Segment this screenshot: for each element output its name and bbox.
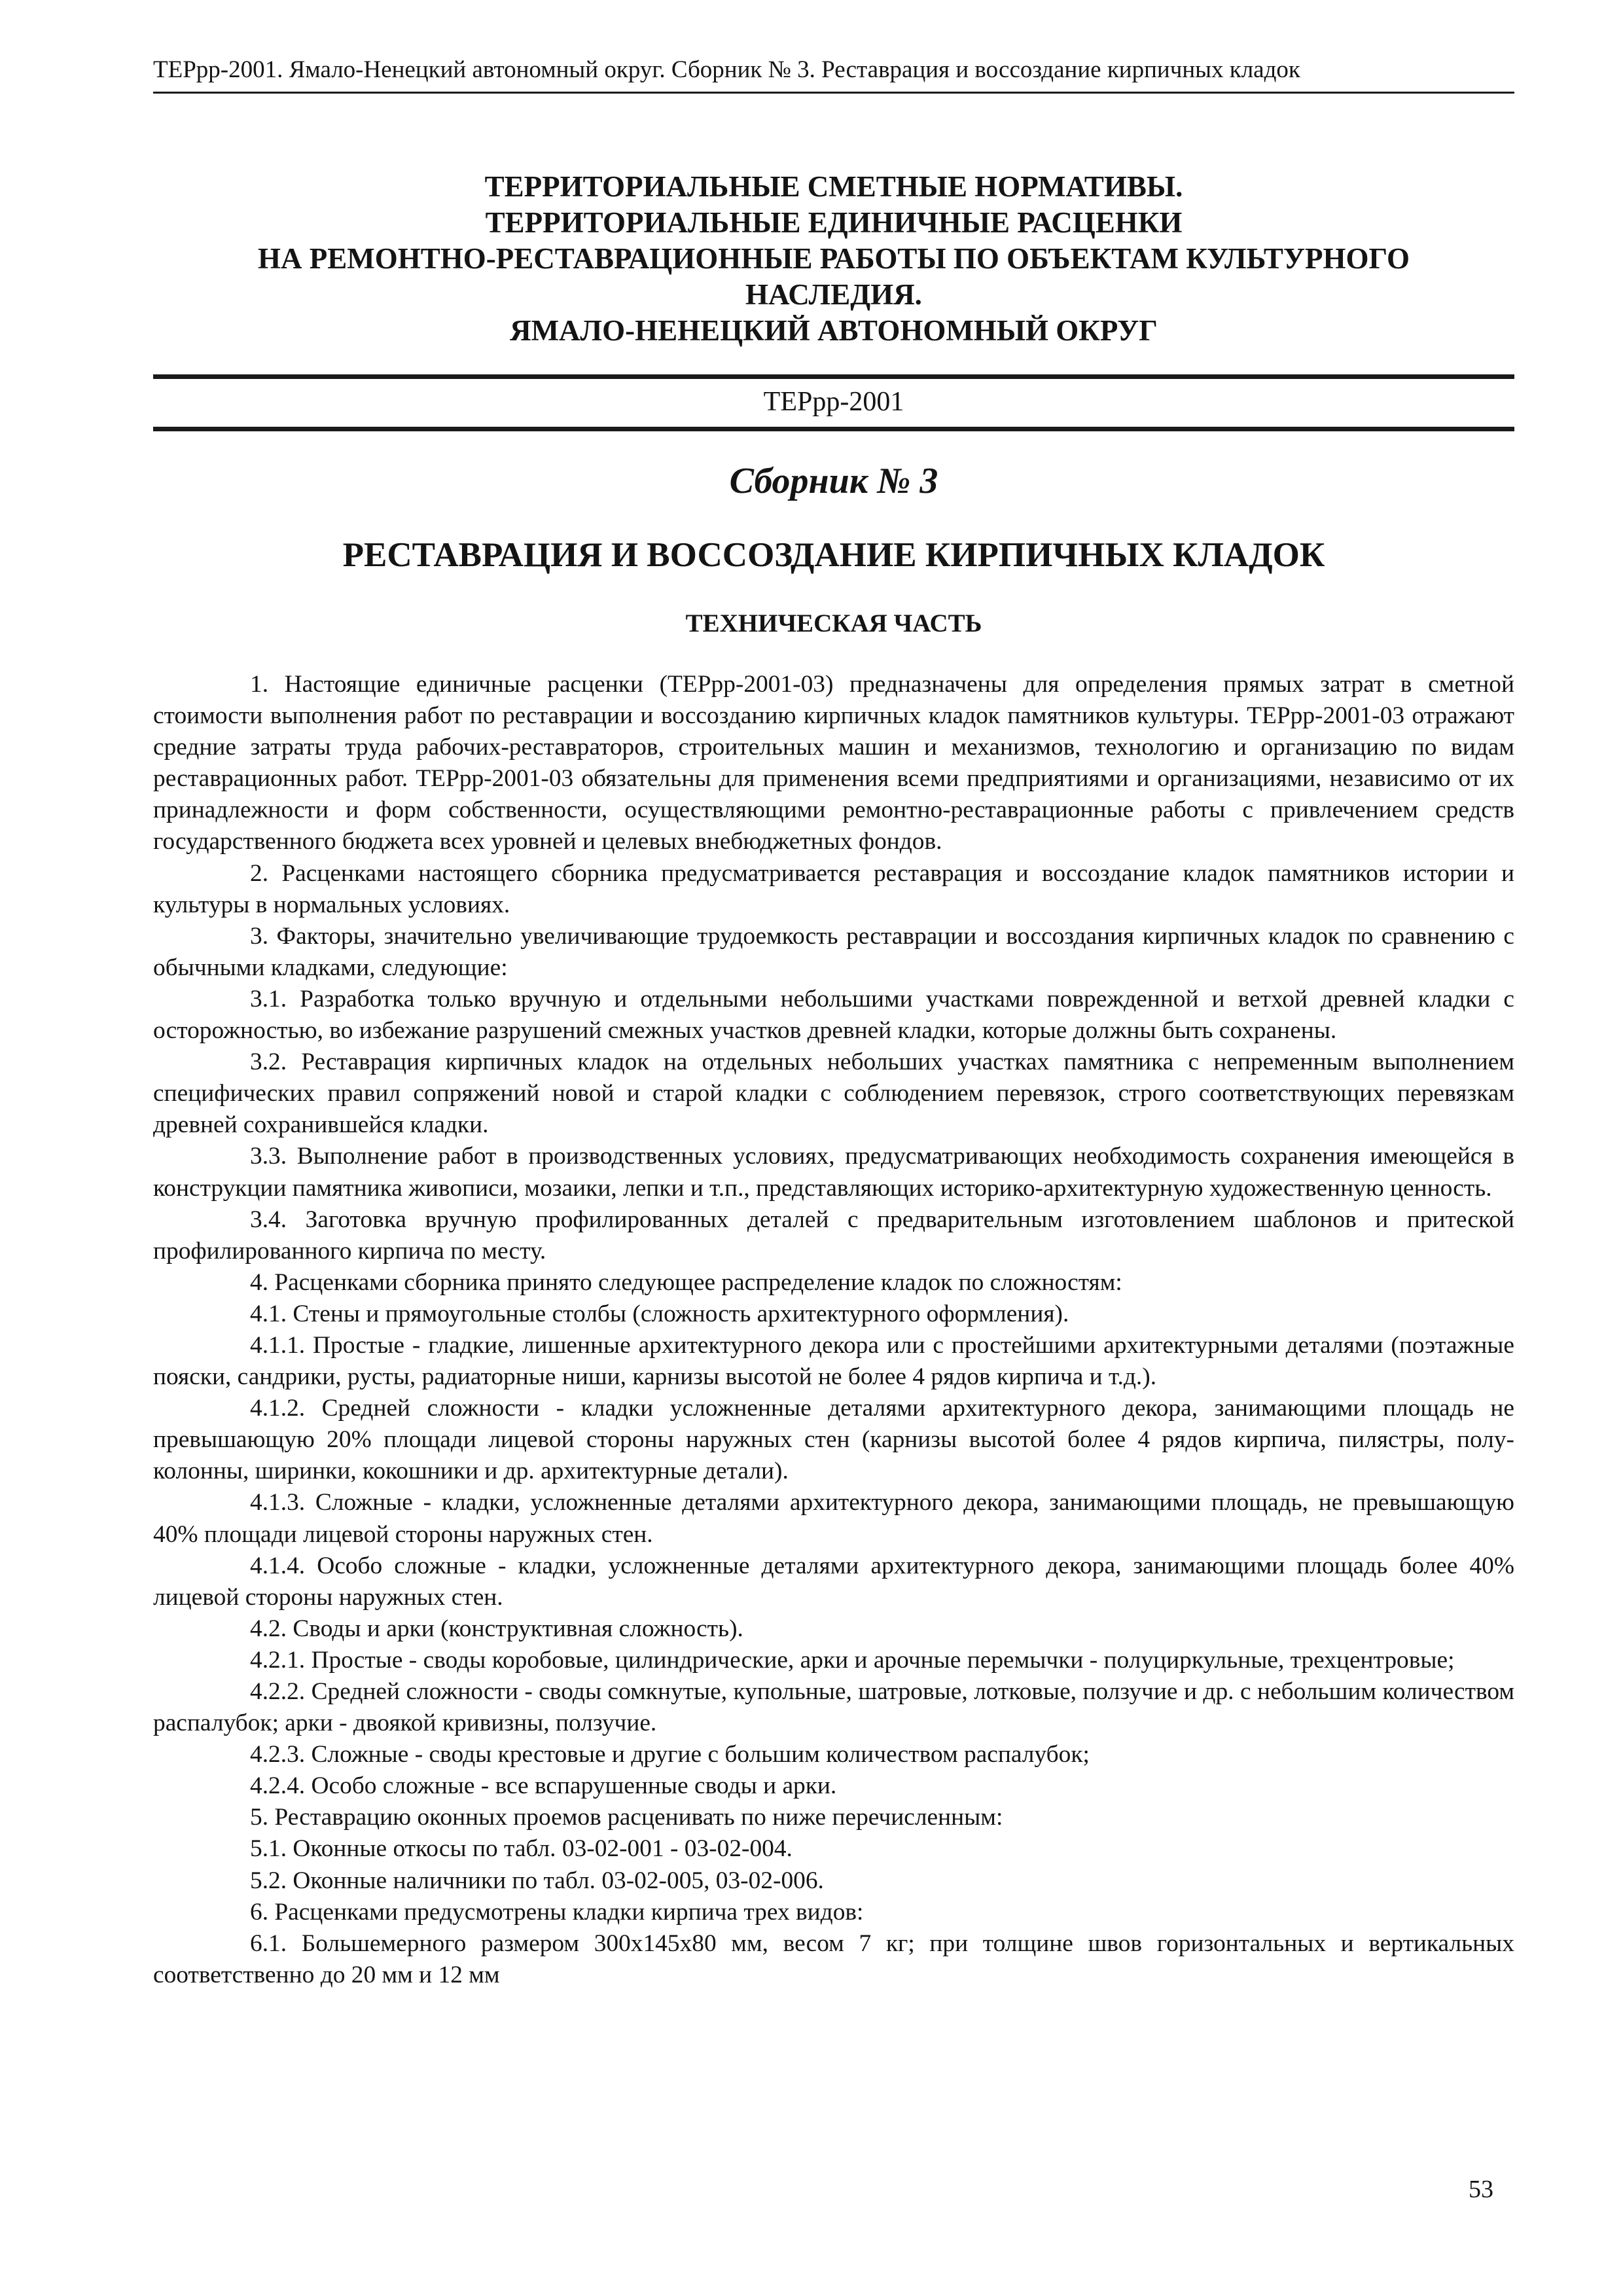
paragraph: 4.1.2. Средней сложности - кладки усложненные деталями архитектурного декора, занимающими площадь не превышающую 20% площади лицевой стороны наружных стен (карнизы высотой более 4 рядов кирпича, пилястры, полу-колонны, ширинки, кокошники и др. архитектурные детали). (153, 1395, 1514, 1485)
title-line: ЯМАЛО-НЕНЕЦКИЙ АВТОНОМНЫЙ ОКРУГ (510, 314, 1158, 347)
paragraph: 4.1. Стены и прямоугольные столбы (сложность архитектурного оформления). (250, 1300, 1069, 1327)
paragraph: 3.4. Заготовка вручную профилированных деталей с предварительным изготовлением шаблонов и притеской профилированного кирпича по месту. (153, 1206, 1514, 1265)
paragraph: 5.2. Оконные наличники по табл. 03-02-005, 03-02-006. (250, 1867, 824, 1894)
paragraph: 3.2. Реставрация кирпичных кладок на отдельных небольших участках памятника с непременным выполнением специфических правил сопряжений новой и старой кладки с соблюдением перевязок, строго соответствующих перевязкам древней сохранившейся кладки. (153, 1049, 1514, 1139)
rule-top (153, 374, 1514, 379)
paragraph: 2. Расценками настоящего сборника предусматривается реставрация и воссоздание кладок памятников истории и культуры в нормальных условиях. (153, 859, 1514, 918)
document-code: ТЕРрр-2001 (763, 387, 904, 417)
paragraph: 4. Расценками сборника принято следующее распределение кладок по сложностям: (250, 1268, 1122, 1296)
paragraph: 3. Факторы, значительно увеличивающие трудоемкость реставрации и воссоздания кирпичных кладок по сравнению с обычными кладками, следующие: (153, 922, 1514, 981)
title-line: ТЕРРИТОРИАЛЬНЫЕ СМЕТНЫЕ НОРМАТИВЫ. (484, 170, 1183, 203)
paragraph: 6.1. Большемерного размером 300х145х80 мм, весом 7 кг; при толщине швов горизонтальных и вертикальных соответственно до 20 мм и 12 мм (153, 1929, 1514, 1988)
title-line: НАСЛЕДИЯ. (745, 278, 922, 311)
title-line: НА РЕМОНТНО-РЕСТАВРАЦИОННЫЕ РАБОТЫ ПО ОБЪЕКТАМ КУЛЬТУРНОГО (258, 242, 1410, 275)
subsection-title: ТЕХНИЧЕСКАЯ ЧАСТЬ (685, 609, 982, 637)
section-title: РЕСТАВРАЦИЯ И ВОССОЗДАНИЕ КИРПИЧНЫХ КЛАДОК (342, 536, 1325, 574)
paragraph: 5. Реставрацию оконных проемов расценивать по ниже перечисленным: (250, 1804, 1003, 1831)
paragraph: 4.2.1. Простые - своды коробовые, цилиндрические, арки и арочные перемычки - полуциркульные, трехцентровые; (250, 1646, 1455, 1674)
paragraph: 4.2.3. Сложные - своды крестовые и другие с большим количеством распалубок; (250, 1741, 1090, 1768)
paragraph: 4.1.1. Простые - гладкие, лишенные архитектурного декора или с простейшими архитектурными деталями (поэтажные пояски, сандрики, русты, радиаторные ниши, карнизы высотой не более 4 рядов кирпича и т.д.). (153, 1331, 1514, 1391)
paragraph: 4.1.4. Особо сложные - кладки, усложненные деталями архитектурного декора, занимающими площадь более 40% лицевой стороны наружных стен. (153, 1552, 1514, 1611)
body-text (153, 669, 1514, 1991)
paragraph: 4.1.3. Сложные - кладки, усложненные деталями архитектурного декора, занимающими площадь, не превышающую 40% площади лицевой стороны наружных стен. (153, 1489, 1514, 1548)
paragraph: 4.2.2. Средней сложности - своды сомкнутые, купольные, шатровые, лотковые, ползучие и др. с небольшим количеством распалубок; арки - двоякой кривизны, ползучие. (153, 1678, 1514, 1737)
running-header: ТЕРрр-2001. Ямало-Ненецкий автономный округ. Сборник № 3. Реставрация и воссоздание кирпичных кладок (153, 56, 1300, 83)
paragraph: 3.1. Разработка только вручную и отдельными небольшими участками поврежденной и ветхой древней кладки с осторожностью, во избежание разрушений смежных участков древней кладки, которые должны быть сохранены. (153, 985, 1514, 1045)
paragraph: 3.3. Выполнение работ в производственных условиях, предусматривающих необходимость сохранения имеющейся в конструкции памятника живописи, мозаики, лепки и т.п., представляющих историко-архитектурную художественную ценность. (153, 1143, 1514, 1202)
header-rule (153, 92, 1514, 94)
paragraph: 4.2. Своды и арки (конструктивная сложность). (250, 1615, 743, 1642)
title-line: ТЕРРИТОРИАЛЬНЫЕ ЕДИНИЧНЫЕ РАСЦЕНКИ (485, 206, 1183, 239)
paragraph: 5.1. Оконные откосы по табл. 03-02-001 - 03-02-004. (250, 1835, 793, 1863)
paragraph: 1. Настоящие единичные расценки (ТЕРрр-2001-03) предназначены для определения прямых затрат в сметной стоимости выполнения работ по реставрации и воссозданию кирпичных кладок памятников культуры. ТЕРрр-2001-03 отражают средние затраты труда рабочих-реставраторов, строительных машин и механизмов, технологию и организацию по видам реставрационных работ. ТЕРрр-2001-03 обязательны для применения всеми предприятиями и организациями, независимо от их принадлежности и форм собственности, осуществляющими ремонтно-реставрационные работы с привлечением средств государственного бюджета всех уровней и целевых внебюджетных фондов. (153, 671, 1514, 855)
collection-title: Сборник № 3 (729, 461, 938, 501)
rule-bottom (153, 427, 1514, 431)
title-block (153, 169, 1514, 349)
paragraph: 6. Расценками предусмотрены кладки кирпича трех видов: (250, 1898, 864, 1926)
page-number: 53 (1469, 2176, 1493, 2203)
paragraph: 4.2.4. Особо сложные - все вспарушенные своды и арки. (250, 1772, 837, 1800)
